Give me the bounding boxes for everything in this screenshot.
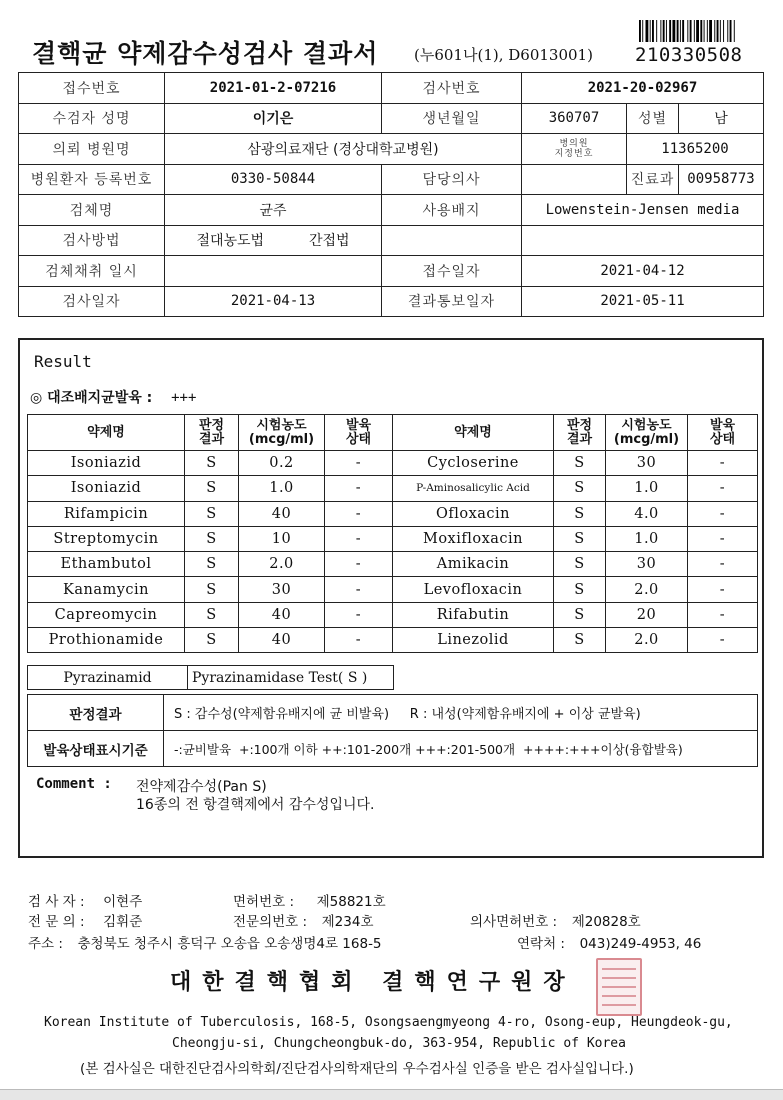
pza-test-result: Pyrazinamidase Test( S ) bbox=[188, 666, 394, 690]
drug-growth-cell: - bbox=[688, 501, 758, 526]
drug-susceptibility-table bbox=[27, 414, 758, 653]
table-row bbox=[28, 602, 758, 627]
legend-table bbox=[27, 694, 758, 767]
medium-value: Lowenstein-Jensen media bbox=[522, 195, 764, 226]
control-growth bbox=[30, 387, 196, 407]
table-row bbox=[28, 501, 758, 526]
drug-growth-cell: - bbox=[325, 602, 393, 627]
doctor-name bbox=[522, 164, 627, 195]
empty-cell bbox=[382, 225, 522, 256]
control-growth-label: ◎ 대조배지균발육 : bbox=[30, 390, 153, 406]
address-line bbox=[28, 932, 382, 952]
drug-name-cell: Isoniazid bbox=[28, 476, 185, 501]
drug-result-cell: S bbox=[185, 476, 239, 501]
hospital-code-label bbox=[522, 134, 627, 165]
patient-info-table bbox=[18, 72, 764, 317]
window-bottom-edge bbox=[0, 1089, 783, 1100]
doctor-license-label: 의사면허번호 : bbox=[470, 914, 558, 930]
specimen-value: 균주 bbox=[165, 195, 382, 226]
drug-growth-cell: - bbox=[325, 577, 393, 602]
doctor-license-line bbox=[470, 910, 641, 930]
english-address-line-2: Cheongju-si, Chungcheongbuk-do, 363-954, Republic of Korea bbox=[172, 1036, 626, 1051]
drug-conc-cell: 4.0 bbox=[606, 501, 688, 526]
col-judgment: 판정 결과 bbox=[185, 415, 239, 451]
drug-name-cell: Capreomycin bbox=[28, 602, 185, 627]
drug-name-cell: Streptomycin bbox=[28, 526, 185, 551]
document-title: 결핵균 약제감수성검사 결과서 bbox=[32, 39, 379, 68]
contact-number: 043)249-4953, 46 bbox=[579, 936, 702, 952]
hospital-name: 삼광의료재단 (경상대학교병원) bbox=[165, 134, 522, 165]
result-section bbox=[18, 338, 764, 858]
table-row bbox=[28, 552, 758, 577]
drug-conc-cell: 10 bbox=[239, 526, 325, 551]
col-judgment: 판정 결과 bbox=[554, 415, 606, 451]
drug-growth-cell: - bbox=[688, 602, 758, 627]
drug-growth-cell: - bbox=[325, 526, 393, 551]
table-row bbox=[19, 73, 764, 104]
col-drug: 약제명 bbox=[393, 415, 554, 451]
patient-name-label: 수검자 성명 bbox=[19, 103, 165, 134]
method-indirect: 간접법 bbox=[308, 233, 350, 250]
specimen-label: 검체명 bbox=[19, 195, 165, 226]
doctor-label: 담당의사 bbox=[382, 164, 522, 195]
table-row bbox=[19, 195, 764, 226]
drug-name-cell: Isoniazid bbox=[28, 451, 185, 476]
license-number: 제58821호 bbox=[316, 894, 386, 910]
examiner-name: 이현주 bbox=[103, 894, 143, 910]
official-seal-icon bbox=[596, 958, 642, 1016]
drug-result-cell: S bbox=[185, 552, 239, 577]
department-value: 00958773 bbox=[679, 164, 764, 195]
drug-result-cell: S bbox=[185, 526, 239, 551]
drug-result-cell: S bbox=[554, 501, 606, 526]
table-header-row bbox=[28, 415, 758, 451]
drug-name-cell: Rifampicin bbox=[28, 501, 185, 526]
drug-conc-cell: 2.0 bbox=[239, 552, 325, 577]
empty-cell bbox=[522, 225, 764, 256]
drug-conc-cell: 0.2 bbox=[239, 451, 325, 476]
col-growth: 발육 상태 bbox=[325, 415, 393, 451]
receipt-no: 2021-01-2-07216 bbox=[165, 73, 382, 104]
drug-name-cell: Ofloxacin bbox=[393, 501, 554, 526]
pza-table bbox=[27, 665, 394, 690]
drug-conc-cell: 30 bbox=[239, 577, 325, 602]
drug-result-cell: S bbox=[185, 628, 239, 653]
drug-name-cell: Linezolid bbox=[393, 628, 554, 653]
drug-growth-cell: - bbox=[688, 577, 758, 602]
receipt-no-label: 접수번호 bbox=[19, 73, 165, 104]
drug-name-cell: Prothionamide bbox=[28, 628, 185, 653]
method-label: 검사방법 bbox=[19, 225, 165, 256]
drug-conc-cell: 2.0 bbox=[606, 628, 688, 653]
legend-judgment-label: 판정결과 bbox=[28, 695, 164, 731]
method-absolute: 절대농도법 bbox=[196, 233, 265, 250]
test-date: 2021-04-13 bbox=[165, 286, 382, 317]
pza-drug-name: Pyrazinamid bbox=[28, 666, 188, 690]
address-text: 충청북도 청주시 흥덕구 오송읍 오송생명4로 168-5 bbox=[77, 936, 382, 952]
specialist-no-line bbox=[233, 910, 374, 930]
drug-growth-cell: - bbox=[325, 628, 393, 653]
medium-label: 사용배지 bbox=[382, 195, 522, 226]
drug-growth-cell: - bbox=[688, 451, 758, 476]
table-row bbox=[28, 577, 758, 602]
drug-result-cell: S bbox=[554, 552, 606, 577]
table-row bbox=[28, 628, 758, 653]
table-row bbox=[28, 451, 758, 476]
drug-growth-cell: - bbox=[325, 451, 393, 476]
drug-name-cell: P-Aminosalicylic Acid bbox=[393, 476, 554, 501]
specialist-line bbox=[28, 910, 142, 930]
drug-result-cell: S bbox=[185, 451, 239, 476]
drug-growth-cell: - bbox=[325, 501, 393, 526]
sex-label: 성별 bbox=[627, 103, 679, 134]
drug-growth-cell: - bbox=[688, 476, 758, 501]
received-date: 2021-04-12 bbox=[522, 256, 764, 287]
drug-growth-cell: - bbox=[325, 476, 393, 501]
specialist-no: 제234호 bbox=[321, 914, 374, 930]
drug-growth-cell: - bbox=[688, 552, 758, 577]
col-drug: 약제명 bbox=[28, 415, 185, 451]
drug-result-cell: S bbox=[554, 602, 606, 627]
drug-conc-cell: 30 bbox=[606, 451, 688, 476]
drug-result-cell: S bbox=[554, 526, 606, 551]
drug-conc-cell: 30 bbox=[606, 552, 688, 577]
col-growth: 발육 상태 bbox=[688, 415, 758, 451]
test-date-label: 검사일자 bbox=[19, 286, 165, 317]
table-row bbox=[19, 103, 764, 134]
specialist-label: 전 문 의 : bbox=[28, 914, 85, 930]
examiner-line bbox=[28, 890, 142, 910]
legend-judgment-text: S : 감수성(약제함유배지에 균 비발육) R : 내성(약제함유배지에 + 이상 균발육) bbox=[164, 695, 758, 731]
report-date: 2021-05-11 bbox=[522, 286, 764, 317]
drug-conc-cell: 40 bbox=[239, 628, 325, 653]
license-label: 면허번호 : bbox=[233, 894, 295, 910]
col-concentration: 시험농도 (mcg/ml) bbox=[606, 415, 688, 451]
contact-line bbox=[517, 932, 701, 952]
hospital-patient-no: 0330-50844 bbox=[165, 164, 382, 195]
table-row bbox=[19, 256, 764, 287]
result-heading: Result bbox=[34, 352, 92, 371]
drug-name-cell: Levofloxacin bbox=[393, 577, 554, 602]
legend-growth-text: -:균비발육 +:100개 이하 ++:101-200개 +++:201-500개 ++++:+++이상(융합발육) bbox=[164, 731, 758, 767]
drug-conc-cell: 40 bbox=[239, 602, 325, 627]
comment-block bbox=[36, 776, 375, 813]
contact-label: 연락처 : bbox=[517, 936, 565, 952]
document-subtitle: (누601나(1), D6013001) bbox=[414, 46, 593, 64]
control-growth-value: +++ bbox=[171, 390, 197, 406]
examiner-label: 검 사 자 : bbox=[28, 894, 85, 910]
table-row bbox=[28, 526, 758, 551]
table-row bbox=[28, 666, 394, 690]
department-label: 진료과 bbox=[627, 164, 679, 195]
drug-conc-cell: 1.0 bbox=[239, 476, 325, 501]
collection-date bbox=[165, 256, 382, 287]
drug-name-cell: Cycloserine bbox=[393, 451, 554, 476]
barcode-number: 210330508 bbox=[635, 44, 743, 66]
hospital-code: 11365200 bbox=[627, 134, 764, 165]
drug-growth-cell: - bbox=[688, 628, 758, 653]
table-row bbox=[28, 731, 758, 767]
drug-result-cell: S bbox=[554, 628, 606, 653]
drug-growth-cell: - bbox=[325, 552, 393, 577]
license-line bbox=[233, 890, 386, 910]
address-label: 주소 : bbox=[28, 936, 63, 952]
drug-name-cell: Moxifloxacin bbox=[393, 526, 554, 551]
doctor-license-number: 제20828호 bbox=[571, 914, 641, 930]
legend-growth-label: 발육상태표시기준 bbox=[28, 731, 164, 767]
hospital-code-label-line2: 지정번호 bbox=[554, 148, 594, 159]
table-row bbox=[28, 476, 758, 501]
table-row bbox=[28, 695, 758, 731]
drug-conc-cell: 2.0 bbox=[606, 577, 688, 602]
hospital-code-label-line1: 병의원 bbox=[559, 138, 589, 149]
title-bar bbox=[22, 30, 762, 70]
drug-name-cell: Ethambutol bbox=[28, 552, 185, 577]
patient-name: 이기은 bbox=[165, 103, 382, 134]
table-row bbox=[19, 286, 764, 317]
birth-date: 360707 bbox=[522, 103, 627, 134]
comment-line-1: 전약제감수성(Pan S) bbox=[136, 779, 267, 795]
institute-name: 대한결핵협회 결핵연구원장 bbox=[170, 969, 576, 995]
table-row bbox=[19, 164, 764, 195]
table-row bbox=[19, 134, 764, 165]
test-no-label: 검사번호 bbox=[382, 73, 522, 104]
drug-conc-cell: 20 bbox=[606, 602, 688, 627]
drug-result-cell: S bbox=[554, 451, 606, 476]
received-date-label: 접수일자 bbox=[382, 256, 522, 287]
test-no: 2021-20-02967 bbox=[522, 73, 764, 104]
drug-growth-cell: - bbox=[688, 526, 758, 551]
drug-conc-cell: 1.0 bbox=[606, 476, 688, 501]
table-row bbox=[19, 225, 764, 256]
report-date-label: 결과통보일자 bbox=[382, 286, 522, 317]
method-value bbox=[165, 225, 382, 256]
drug-name-cell: Rifabutin bbox=[393, 602, 554, 627]
drug-result-cell: S bbox=[185, 602, 239, 627]
drug-result-cell: S bbox=[554, 476, 606, 501]
birth-label: 생년월일 bbox=[382, 103, 522, 134]
drug-name-cell: Amikacin bbox=[393, 552, 554, 577]
col-concentration: 시험농도 (mcg/ml) bbox=[239, 415, 325, 451]
sex-value: 남 bbox=[679, 103, 764, 134]
drug-result-cell: S bbox=[554, 577, 606, 602]
hospital-label: 의뢰 병원명 bbox=[19, 134, 165, 165]
hospital-patient-no-label: 병원환자 등록번호 bbox=[19, 164, 165, 195]
certification-note: (본 검사실은 대한진단검사의학회/진단검사의학재단의 우수검사실 인증을 받은 검사실입니다.) bbox=[80, 1061, 634, 1077]
comment-label: Comment : bbox=[36, 776, 112, 792]
comment-line-2: 16종의 전 항결핵제에서 감수성입니다. bbox=[136, 797, 375, 813]
drug-conc-cell: 40 bbox=[239, 501, 325, 526]
english-address-line-1: Korean Institute of Tuberculosis, 168-5, Osongsaengmyeong 4-ro, Osong-eup, Heungdeok-gu, bbox=[44, 1015, 733, 1030]
collection-date-label: 검체채취 일시 bbox=[19, 256, 165, 287]
barcode-image bbox=[639, 20, 747, 42]
drug-result-cell: S bbox=[185, 501, 239, 526]
specialist-name: 김휘준 bbox=[103, 914, 143, 930]
drug-name-cell: Kanamycin bbox=[28, 577, 185, 602]
drug-table-body bbox=[28, 451, 758, 653]
specialist-no-label: 전문의번호 : bbox=[233, 914, 308, 930]
drug-result-cell: S bbox=[185, 577, 239, 602]
drug-conc-cell: 1.0 bbox=[606, 526, 688, 551]
